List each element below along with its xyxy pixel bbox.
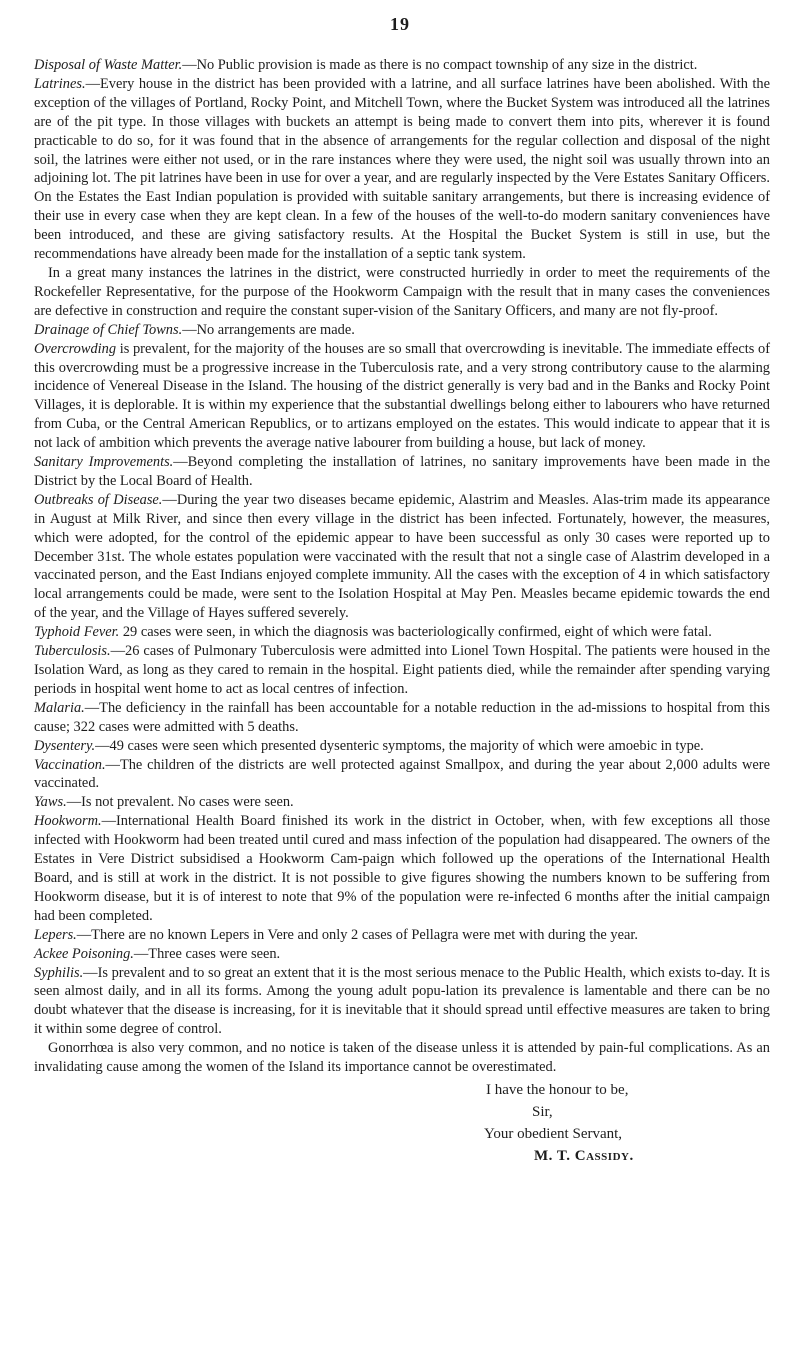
paragraph [34, 737, 770, 756]
paragraph [34, 623, 770, 642]
paragraph-text: —Three cases were seen. [133, 945, 281, 962]
paragraph [34, 642, 770, 699]
paragraph-heading: Yaws. [34, 794, 67, 811]
paragraph [34, 75, 770, 264]
paragraph-heading: Overcrowding [34, 340, 117, 357]
paragraph-heading: Tuberculosis. [34, 643, 111, 660]
paragraph-heading: Disposal of Waste Matter. [34, 57, 183, 73]
paragraph-list [34, 56, 770, 1077]
paragraph-text: —26 cases of Pulmonary Tuberculosis were admitted into Lionel Town Hospital. The patients were housed in the Isolation Ward, as long as they cared to remain in the hospital. Eight patients died, while the remainder after spending varying periods in hospital went home to act as local centres of infection. [34, 643, 770, 697]
paragraph-text: —The children of the districts are well protected against Smallpox, and during the year about 2,000 adults were vaccinated. [34, 756, 770, 792]
paragraph [34, 56, 770, 75]
paragraph-text: —During the year two diseases became epidemic, Alastrim and Measles. Alas-trim made its appearance in August at Milk River, and since then every village in the district has been infected. Fortunately, however, the measures, which were adopted, for the control of the epidemic appear to have been successful as only 30 cases were reported up to December 31st. The whole estates population were vaccinated with the result that not a single case of Alastrim developed in a vaccinated person, and the East Indians enjoyed complete immunity. All the cases with the exception of 4 in which satisfactory local arrangements could be made, were sent to the Isolation Hospital at May Pen. Measles became epidemic towards the end of the year, and the Village of Hayes suffered severely. [34, 491, 771, 622]
paragraph-text: 29 cases were seen, in which the diagnosis was bacteriologically confirmed, eight of which were fatal. [119, 624, 712, 641]
paragraph-heading: Latrines. [34, 75, 86, 92]
paragraph-heading: Lepers. [34, 926, 77, 943]
paragraph [34, 926, 770, 945]
paragraph [34, 1039, 770, 1077]
report-body [34, 56, 770, 1167]
paragraph-text: —There are no known Lepers in Vere and only 2 cases of Pellagra were met with during the year. [76, 926, 638, 943]
paragraph [34, 964, 770, 1040]
paragraph-heading: Ackee Poisoning. [34, 945, 134, 962]
closing-honour-line: I have the honour to be, [486, 1081, 629, 1098]
paragraph-text: —Beyond completing the installation of latrines, no sanitary improvements have been made in the District by the Local Board of Health. [34, 454, 771, 489]
paragraph-heading: Hookworm. [34, 813, 102, 830]
paragraph-heading: Typhoid Fever. [34, 624, 120, 641]
paragraph-text: —The deficiency in the rainfall has been accountable for a notable reduction in the ad-missions to hospital from this cause; 322 cases were admitted with 5 deaths. [34, 699, 770, 735]
closing-salutation: Sir, [532, 1103, 553, 1120]
signature: M. T. Cassidy. [534, 1147, 634, 1164]
paragraph-heading: Drainage of Chief Towns. [34, 321, 183, 338]
paragraph [34, 945, 770, 964]
paragraph [34, 793, 770, 812]
page-number: 19 [390, 14, 410, 34]
paragraph [34, 699, 770, 737]
paragraph [34, 340, 770, 453]
paragraph-text: In a great many instances the latrines in the district, were constructed hurriedly in order to meet the requirements of the Rockefeller Representative, for the purpose of the Hookworm Campaign with the result that in many cases the conveniences are defective in construction and require the constant super-vision of the Sanitary Officers, and many are not fly-proof. [34, 264, 770, 319]
paragraph [34, 264, 770, 321]
paragraph-text: —49 cases were seen which presented dysenteric symptoms, the majority of which were amoebic in type. [95, 737, 704, 754]
paragraph-heading: Vaccination. [34, 756, 106, 773]
paragraph-heading: Dysentery. [34, 737, 96, 754]
paragraph [34, 756, 770, 794]
paragraph-text: —Is prevalent and to so great an extent that it is the most serious menace to the Public Health, which exists to-day. It is seen almost daily, and in all its forms. Among the young adult popu-lation its prevalence is lamentable and there can be no doubt whatever that the disease is increasing, for it is inevitable that it should spread until effective measures are taken to bring it within some degree of control. [34, 964, 770, 1038]
paragraph-text: —International Health Board finished its work in the district in October, when, with few exceptions all those infected with Hookworm had been treated until cured and mass infection of the population had disappeared. The owners of the Estates in Vere District subsidised a Hookworm Cam-paign which followed up the operations of the International Health Board, and is still at work in the district. It is not possible to give figures showing the numbers known to be suffering from Hookworm disease, but it is of interest to note that 9% of the population were re-infected 6 months after the initial campaign had been completed. [34, 813, 770, 924]
paragraph-text: —Is not prevalent. No cases were seen. [66, 794, 294, 811]
paragraph-heading: Syphilis. [34, 964, 84, 981]
paragraph-heading: Sanitary Improvements. [34, 454, 174, 471]
letter-closing [34, 1079, 770, 1167]
paragraph [34, 812, 770, 925]
paragraph [34, 321, 770, 340]
paragraph-heading: Outbreaks of Disease. [34, 491, 163, 508]
paragraph [34, 491, 770, 623]
paragraph-text: Gonorrhœa is also very common, and no notice is taken of the disease unless it is attended by pain-ful complications. As an invalidating cause among the women of the Island its importance cannot be overestimated. [34, 1040, 770, 1076]
paragraph [34, 453, 770, 491]
paragraph-text: —No Public provision is made as there is no compact township of any size in the district. [182, 57, 698, 73]
paragraph-heading: Malaria. [34, 699, 85, 716]
paragraph-text: —Every house in the district has been provided with a latrine, and all surface latrines have been abolished. With the exception of the villages of Portland, Rocky Point, and Mitchell Town, where the Bucket System was introduced all the latrines are of the pit type. In those villages with buckets an attempt is being made to convert them into pits, wherever it is found practicable to do so, for it was found that in the absence of arrangements for the regular collection and disposal of the night soil, the latrines were either not used, or in the rare instances where they were used, the night soil was usually thrown into an adjoining lot. The pit latrines have been in use for over a year, and are regularly inspected by the Vere Estates Sanitary Officers. On the Estates the East Indian population is provided with suitable sanitary arrangements, but there is increasing evidence of their use in every case when they are kept clean. In a few of the houses of the well-to-do modern sanitary conveniences have been introduced, and these are giving satisfactory results. At the Hospital the Bucket System is still in use, but the recommendations have already been made for the installation of a septic tank system. [34, 75, 770, 263]
paragraph-text: is prevalent, for the majority of the houses are so small that overcrowding is inevitable. The immediate effects of this overcrowding must be a progressive increase in the Tuberculosis rate, and a very strong contributory cause to the alarming incidence of Venereal Disease in the Island. The housing of the district generally is very bad and in the Banks and Rocky Point Villages, it is deplorable. It is within my experience that the substantial dwellings belong either to labourers who have returned from Cuba, or the Central American Republics, or to artizans employed on the estates. This would indicate to appear that it is not lack of ambition which prevents the average native labourer from building a house, but lack of money. [34, 340, 770, 452]
closing-servant-line: Your obedient Servant, [484, 1125, 623, 1142]
paragraph-text: —No arrangements are made. [182, 321, 355, 338]
